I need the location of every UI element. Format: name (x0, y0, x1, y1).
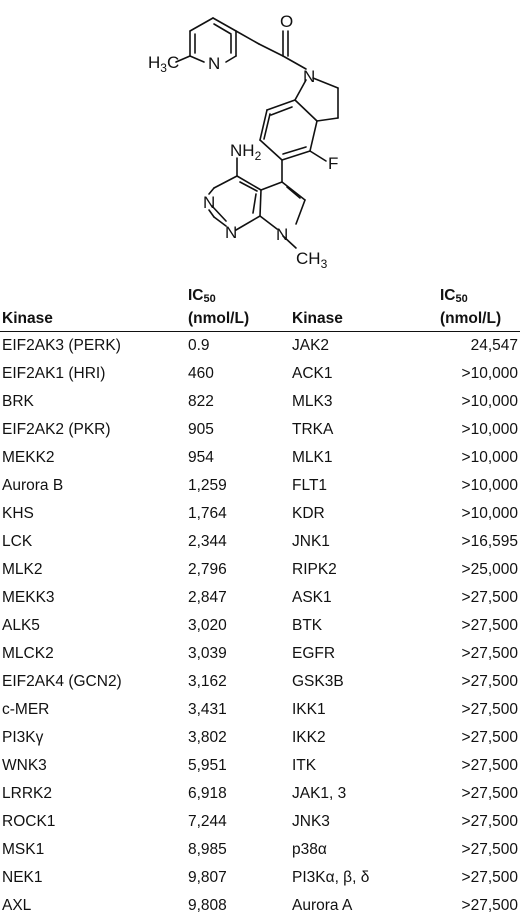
table-row (0, 584, 520, 612)
table-row (0, 808, 520, 836)
ic50-value-right: >27,500 (432, 696, 520, 724)
kinase-name-left: Aurora B (0, 472, 188, 500)
kinase-name-right: ASK1 (292, 584, 432, 612)
kinase-ic50-table (0, 286, 520, 920)
kinase-name-left: PI3Kγ (0, 724, 188, 752)
pyrimidine-nitrogen-1-label: N (203, 193, 215, 212)
kinase-name-right: JAK2 (292, 332, 432, 361)
kinase-name-right: JAK1, 3 (292, 780, 432, 808)
table-row (0, 780, 520, 808)
ic50-value-right: 24,547 (432, 332, 520, 361)
table-row (0, 696, 520, 724)
kinase-name-left: AXL (0, 892, 188, 920)
ic50-value-right: >27,500 (432, 780, 520, 808)
ic50-value-left: 0.9 (188, 332, 292, 361)
ic50-value-right: >27,500 (432, 808, 520, 836)
kinase-name-left: LRRK2 (0, 780, 188, 808)
table-row (0, 612, 520, 640)
ic50-value-right: >27,500 (432, 864, 520, 892)
ic50-value-left: 8,985 (188, 836, 292, 864)
kinase-name-right: JNK3 (292, 808, 432, 836)
ic50-value-right: >27,500 (432, 668, 520, 696)
ic50-value-left: 1,764 (188, 500, 292, 528)
table-row (0, 416, 520, 444)
amine-label: $NH_2$ (230, 141, 262, 163)
kinase-name-right: FLT1 (292, 472, 432, 500)
ic50-value-left: 2,344 (188, 528, 292, 556)
kinase-name-left: c-MER (0, 696, 188, 724)
ic50-value-left: 2,796 (188, 556, 292, 584)
pyrrole-nitrogen-label: N (276, 225, 288, 244)
kinase-name-right: EGFR (292, 640, 432, 668)
ic50-value-right: >27,500 (432, 584, 520, 612)
kinase-name-right: IKK1 (292, 696, 432, 724)
table-row (0, 528, 520, 556)
kinase-name-right: GSK3B (292, 668, 432, 696)
header-ic50-right: $IC_{50}$ (nmol/L) (432, 286, 520, 332)
ic50-value-right: >16,595 (432, 528, 520, 556)
header-kinase-left: Kinase (0, 286, 188, 332)
ic50-value-left: 460 (188, 360, 292, 388)
ic50-value-right: >27,500 (432, 892, 520, 920)
kinase-name-right: TRKA (292, 416, 432, 444)
kinase-name-left: ROCK1 (0, 808, 188, 836)
header-ic50-left: $IC_{50}$ (nmol/L) (188, 286, 292, 332)
kinase-name-left: NEK1 (0, 864, 188, 892)
ic50-value-right: >25,000 (432, 556, 520, 584)
kinase-name-right: JNK1 (292, 528, 432, 556)
kinase-name-right: PI3Kα, β, δ (292, 864, 432, 892)
kinase-name-left: EIF2AK3 (PERK) (0, 332, 188, 361)
table-row (0, 332, 520, 361)
ic50-value-right: >10,000 (432, 500, 520, 528)
ic50-value-right: >10,000 (432, 444, 520, 472)
ic50-value-left: 905 (188, 416, 292, 444)
table-row (0, 472, 520, 500)
ic50-value-right: >10,000 (432, 388, 520, 416)
kinase-name-left: MSK1 (0, 836, 188, 864)
table-body (0, 332, 520, 920)
ic50-value-left: 6,918 (188, 780, 292, 808)
ic50-value-left: 2,847 (188, 584, 292, 612)
ic50-value-left: 822 (188, 388, 292, 416)
chemical-structure (0, 0, 520, 280)
ic50-value-left: 3,020 (188, 612, 292, 640)
ic50-value-right: >10,000 (432, 416, 520, 444)
table-row (0, 864, 520, 892)
header-kinase-right: Kinase (292, 286, 432, 332)
kinase-name-left: BRK (0, 388, 188, 416)
ic50-value-right: >27,500 (432, 836, 520, 864)
ic50-value-left: 954 (188, 444, 292, 472)
kinase-name-left: MEKK3 (0, 584, 188, 612)
ic50-value-left: 3,431 (188, 696, 292, 724)
table-header-row (0, 286, 520, 332)
kinase-name-left: LCK (0, 528, 188, 556)
methyl-label: $H_3C$ (148, 53, 179, 75)
kinase-name-right: MLK1 (292, 444, 432, 472)
ic50-value-left: 9,808 (188, 892, 292, 920)
ic50-value-right: >10,000 (432, 360, 520, 388)
ic50-value-left: 3,039 (188, 640, 292, 668)
table-row (0, 388, 520, 416)
table-row (0, 836, 520, 864)
carbonyl-oxygen-label: O (280, 12, 293, 31)
kinase-name-right: ACK1 (292, 360, 432, 388)
kinase-name-left: MEKK2 (0, 444, 188, 472)
kinase-name-left: EIF2AK4 (GCN2) (0, 668, 188, 696)
table-row (0, 668, 520, 696)
ic50-value-right: >10,000 (432, 472, 520, 500)
ic50-value-right: >27,500 (432, 752, 520, 780)
kinase-name-left: MLK2 (0, 556, 188, 584)
ic50-value-left: 3,802 (188, 724, 292, 752)
table-row (0, 752, 520, 780)
ic50-value-right: >27,500 (432, 640, 520, 668)
ic50-value-left: 1,259 (188, 472, 292, 500)
kinase-name-right: Aurora A (292, 892, 432, 920)
indoline-nitrogen-label: N (303, 67, 315, 86)
ic50-value-left: 9,807 (188, 864, 292, 892)
table-row (0, 640, 520, 668)
kinase-name-left: MLCK2 (0, 640, 188, 668)
kinase-name-left: ALK5 (0, 612, 188, 640)
kinase-name-right: KDR (292, 500, 432, 528)
table-row (0, 724, 520, 752)
kinase-name-left: EIF2AK2 (PKR) (0, 416, 188, 444)
table-row (0, 444, 520, 472)
kinase-name-left: KHS (0, 500, 188, 528)
n-methyl-label: $CH_3$ (296, 249, 328, 271)
kinase-name-right: BTK (292, 612, 432, 640)
table-row (0, 556, 520, 584)
ic50-value-left: 7,244 (188, 808, 292, 836)
table-row (0, 360, 520, 388)
pyridine-nitrogen-label: N (208, 54, 220, 73)
kinase-name-left: EIF2AK1 (HRI) (0, 360, 188, 388)
table-row (0, 500, 520, 528)
kinase-name-right: MLK3 (292, 388, 432, 416)
fluorine-label: F (328, 154, 338, 173)
kinase-name-right: RIPK2 (292, 556, 432, 584)
kinase-name-right: ITK (292, 752, 432, 780)
kinase-name-right: IKK2 (292, 724, 432, 752)
ic50-value-right: >27,500 (432, 612, 520, 640)
ic50-value-right: >27,500 (432, 724, 520, 752)
pyrimidine-nitrogen-2-label: N (225, 223, 237, 242)
molecule-drawing (0, 0, 520, 280)
kinase-name-right: p38α (292, 836, 432, 864)
ic50-value-left: 3,162 (188, 668, 292, 696)
kinase-name-left: WNK3 (0, 752, 188, 780)
ic50-value-left: 5,951 (188, 752, 292, 780)
table-row (0, 892, 520, 920)
